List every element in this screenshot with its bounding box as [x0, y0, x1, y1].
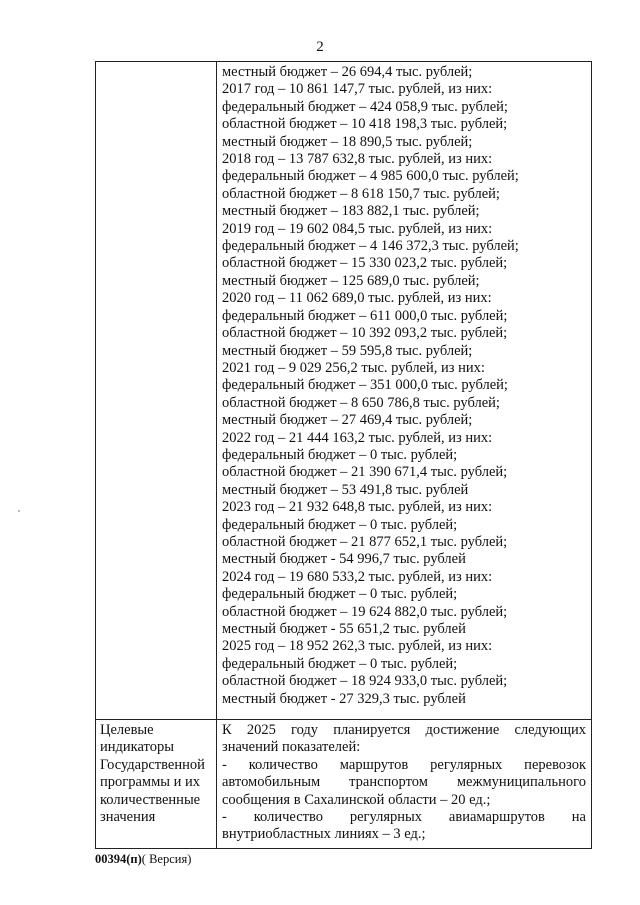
document-version: ( Версия)	[141, 852, 192, 866]
budget-line: федеральный бюджет – 0 тыс. рублей;	[222, 516, 458, 533]
budget-line: областной бюджет – 10 392 093,2 тыс. рублей;	[222, 325, 508, 342]
budget-line: областной бюджет – 8 618 150,7 тыс. рублей;	[222, 185, 500, 202]
label-line: Целевые	[100, 722, 154, 738]
budget-line: местный бюджет - 54 996,7 тыс. рублей	[222, 551, 466, 568]
column-divider	[216, 62, 217, 848]
budget-line: федеральный бюджет – 0 тыс. рублей;	[222, 446, 458, 463]
budget-line: областной бюджет – 21 390 671,4 тыс. рублей;	[222, 464, 508, 481]
budget-line: местный бюджет - 55 651,2 тыс. рублей	[222, 621, 466, 637]
document-code: 00394(п)	[95, 852, 142, 866]
document-footer	[95, 852, 191, 867]
budget-line: федеральный бюджет – 4 985 600,0 тыс. рублей;	[222, 168, 519, 185]
indicator-line: - количество маршрутов регулярных перевозок	[222, 756, 586, 773]
page-number: 2	[316, 39, 324, 55]
budget-line: 2020 год – 11 062 689,0 тыс. рублей, из них:	[222, 290, 492, 307]
budget-line: 2024 год – 19 680 533,2 тыс. рублей, из них:	[222, 568, 493, 585]
budget-line: местный бюджет – 26 694,4 тыс. рублей;	[222, 64, 473, 80]
budget-line: 2019 год – 19 602 084,5 тыс. рублей, из них:	[222, 220, 493, 237]
budget-line: местный бюджет – 183 882,1 тыс. рублей;	[222, 203, 480, 220]
budget-line: областной бюджет – 18 924 933,0 тыс. рублей;	[222, 673, 508, 690]
row-divider	[96, 719, 591, 720]
budget-line: областной бюджет – 8 650 786,8 тыс. рублей;	[222, 394, 500, 411]
indicator-line: сообщения в Сахалинской области – 20 ед.;	[222, 791, 491, 808]
budget-line: федеральный бюджет – 0 тыс. рублей;	[222, 586, 458, 603]
label-line: программы и их	[100, 774, 201, 791]
budget-line: федеральный бюджет – 351 000,0 тыс. рублей;	[222, 377, 508, 394]
budget-line: федеральный бюджет – 0 тыс. рублей;	[222, 655, 458, 672]
budget-line: федеральный бюджет – 4 146 372,3 тыс. рублей;	[222, 238, 519, 255]
budget-line: областной бюджет – 21 877 652,1 тыс. рублей;	[222, 533, 508, 550]
budget-line: местный бюджет – 18 890,5 тыс. рублей;	[222, 133, 473, 150]
budget-line: местный бюджет – 125 689,0 тыс. рублей;	[222, 272, 480, 289]
budget-line: 2025 год – 18 952 262,3 тыс. рублей, из них:	[222, 638, 493, 655]
budget-line: федеральный бюджет – 611 000,0 тыс. рублей;	[222, 307, 508, 324]
indicator-line: автомобильным транспортом межмуниципального	[222, 774, 586, 791]
budget-line: 2023 год – 21 932 648,8 тыс. рублей, из них:	[222, 499, 493, 516]
budget-line: 2018 год – 13 787 632,8 тыс. рублей, из них:	[222, 151, 493, 168]
budget-line: 2017 год – 10 861 147,7 тыс. рублей, из них:	[222, 81, 493, 98]
scan-artifact	[18, 510, 20, 512]
indicator-line: значений показателей:	[222, 739, 361, 756]
budget-line: местный бюджет – 53 491,8 тыс. рублей	[222, 481, 469, 498]
target-indicators-values	[222, 722, 586, 844]
label-line: индикаторы	[100, 739, 174, 756]
budget-line: 2021 год – 9 029 256,2 тыс. рублей, из них:	[222, 359, 485, 376]
program-passport-table	[95, 61, 592, 849]
budget-line: федеральный бюджет – 424 058,9 тыс. рублей;	[222, 98, 508, 115]
budget-line: областной бюджет – 15 330 023,2 тыс. рублей;	[222, 255, 508, 272]
budget-line: 2022 год – 21 444 163,2 тыс. рублей, из них:	[222, 429, 493, 446]
budget-line: местный бюджет – 27 469,4 тыс. рублей;	[222, 412, 473, 429]
target-indicators-label	[100, 722, 214, 826]
budget-line: местный бюджет - 27 329,3 тыс. рублей	[222, 690, 466, 707]
label-line: Государственной	[100, 756, 205, 773]
indicator-line: - количество регулярных авиамаршрутов на	[222, 809, 586, 826]
label-line: количественные	[100, 791, 201, 808]
budget-line: областной бюджет – 10 418 198,3 тыс. рублей;	[222, 116, 508, 133]
budget-line: областной бюджет – 19 624 882,0 тыс. рублей;	[222, 603, 508, 620]
funding-volume-cell	[222, 64, 590, 708]
budget-line: местный бюджет – 59 595,8 тыс. рублей;	[222, 342, 473, 359]
indicator-line: К 2025 году планируется достижение следующих	[222, 722, 586, 738]
indicator-line: внутриобластных линиях – 3 ед.;	[222, 826, 426, 843]
label-line: значения	[100, 809, 156, 826]
